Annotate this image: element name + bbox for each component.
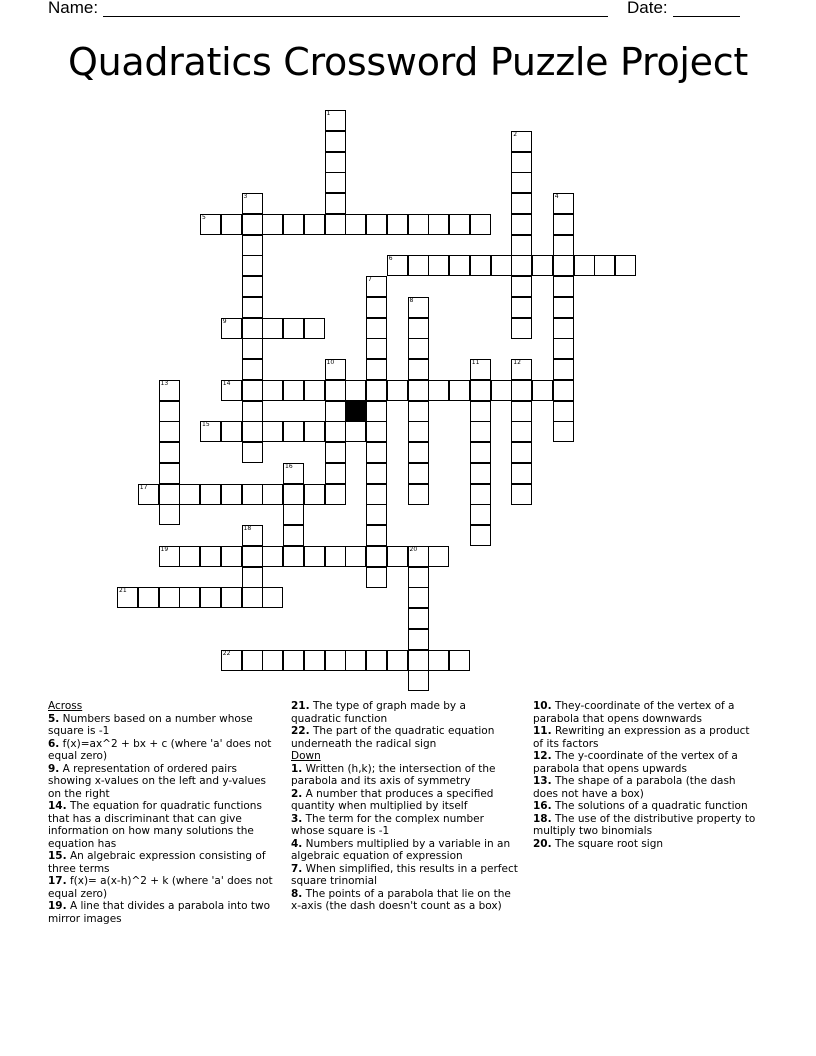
crossword-cell[interactable] xyxy=(408,629,429,650)
crossword-cell[interactable] xyxy=(470,214,491,235)
crossword-cell[interactable] xyxy=(159,463,180,484)
name-label: Name: xyxy=(48,0,99,17)
crossword-cell[interactable] xyxy=(366,214,387,235)
crossword-cell[interactable] xyxy=(325,172,346,193)
clue-across-item xyxy=(291,725,519,750)
crossword-cell[interactable] xyxy=(325,463,346,484)
crossword-cell[interactable] xyxy=(262,380,283,401)
crossword-cell[interactable] xyxy=(449,214,470,235)
crossword-cell[interactable] xyxy=(221,587,242,608)
crossword-cell[interactable] xyxy=(511,235,532,256)
crossword-cell[interactable] xyxy=(366,359,387,380)
clue-number: 17 xyxy=(139,483,148,491)
crossword-cell[interactable] xyxy=(408,546,429,567)
crossword-cell[interactable] xyxy=(283,504,304,525)
clue-column-1 xyxy=(48,700,276,925)
clue-down-item xyxy=(291,838,519,863)
crossword-cell[interactable] xyxy=(408,421,429,442)
crossword-cell[interactable] xyxy=(553,359,574,380)
crossword-cell[interactable] xyxy=(511,131,532,152)
crossword-cell[interactable] xyxy=(428,255,449,276)
clue-section-heading: Across xyxy=(48,700,83,712)
clue-number: 7 xyxy=(368,276,372,283)
crossword-cell[interactable] xyxy=(345,421,366,442)
crossword-cell[interactable] xyxy=(283,421,304,442)
crossword-cell[interactable] xyxy=(325,401,346,422)
crossword-cell[interactable] xyxy=(325,214,346,235)
crossword-cell[interactable] xyxy=(242,401,263,422)
crossword-cell[interactable] xyxy=(366,650,387,671)
crossword-cell[interactable] xyxy=(408,442,429,463)
crossword-cell[interactable] xyxy=(345,214,366,235)
crossword-cell[interactable] xyxy=(179,587,200,608)
crossword-cell[interactable] xyxy=(553,276,574,297)
crossword-cell[interactable] xyxy=(221,546,242,567)
crossword-cell[interactable] xyxy=(242,235,263,256)
crossword-cell[interactable] xyxy=(325,359,346,380)
crossword-cell[interactable] xyxy=(200,484,221,505)
crossword-cell[interactable] xyxy=(242,380,263,401)
crossword-cell[interactable] xyxy=(242,297,263,318)
crossword-cell[interactable] xyxy=(200,587,221,608)
crossword-cell[interactable] xyxy=(408,587,429,608)
crossword-cell[interactable] xyxy=(283,650,304,671)
crossword-cell[interactable] xyxy=(159,421,180,442)
clue-text: The shape of a parabola (the dash does not have a box) xyxy=(533,775,736,800)
clue-down-item xyxy=(533,813,761,838)
crossword-cell[interactable] xyxy=(615,255,636,276)
crossword-cell[interactable] xyxy=(283,214,304,235)
crossword-cell[interactable] xyxy=(325,421,346,442)
clue-text: Written (h,k); the intersection of the parabola and its axis of symmetry xyxy=(291,762,496,787)
clue-text: The use of the distributive property to multiply two binomials xyxy=(533,812,756,837)
crossword-cell[interactable] xyxy=(387,546,408,567)
clue-number: 3 xyxy=(243,193,248,200)
crossword-cell[interactable] xyxy=(283,463,304,484)
crossword-cell[interactable] xyxy=(511,359,532,380)
clue-number-label: 12. xyxy=(533,750,552,762)
clue-down-item xyxy=(533,750,761,775)
crossword-cell[interactable] xyxy=(553,214,574,235)
crossword-cell[interactable] xyxy=(553,318,574,339)
crossword-cell[interactable] xyxy=(532,255,553,276)
crossword-cell[interactable] xyxy=(511,442,532,463)
crossword-cell[interactable] xyxy=(594,255,615,276)
crossword-cell[interactable] xyxy=(283,484,304,505)
crossword-cell[interactable] xyxy=(159,484,180,505)
clue-down-item xyxy=(533,838,761,851)
clue-number-label: 9. xyxy=(48,762,60,775)
page-title: Quadratics Crossword Puzzle Project xyxy=(68,40,748,84)
crossword-cell[interactable] xyxy=(221,650,242,671)
clue-number-label: 7. xyxy=(291,862,303,875)
crossword-cell[interactable] xyxy=(449,255,470,276)
crossword-cell[interactable] xyxy=(511,484,532,505)
crossword-cell[interactable] xyxy=(242,214,263,235)
clue-across-item xyxy=(48,738,276,763)
crossword-cell[interactable] xyxy=(200,421,221,442)
crossword-cell[interactable] xyxy=(242,525,263,546)
crossword-cell[interactable] xyxy=(408,670,429,691)
clue-text: The solutions of a quadratic function xyxy=(551,800,748,812)
clue-number: 2 xyxy=(513,130,518,138)
crossword-cell[interactable] xyxy=(304,380,325,401)
crossword-cell[interactable] xyxy=(511,152,532,173)
crossword-cell[interactable] xyxy=(449,650,470,671)
crossword-cell[interactable] xyxy=(138,484,159,505)
crossword-cell[interactable] xyxy=(262,546,283,567)
clue-text: The square root sign xyxy=(551,837,664,850)
crossword-cell[interactable] xyxy=(366,338,387,359)
crossword-cell[interactable] xyxy=(345,380,366,401)
clue-across-item xyxy=(48,850,276,875)
clue-down-item xyxy=(291,813,519,838)
clue-text: A representation of ordered pairs showing x-values on the left and y-values on the right xyxy=(48,762,267,800)
clue-number-label: 3. xyxy=(291,812,303,825)
crossword-cell[interactable] xyxy=(325,110,346,131)
crossword-cell[interactable] xyxy=(408,255,429,276)
crossword-cell[interactable] xyxy=(491,255,512,276)
crossword-cell[interactable] xyxy=(470,484,491,505)
crossword-cell[interactable] xyxy=(242,546,263,567)
crossword-cell[interactable] xyxy=(283,546,304,567)
crossword-cell[interactable] xyxy=(511,255,532,276)
clue-number-label: 15. xyxy=(48,850,67,862)
clue-number: 22 xyxy=(222,649,231,657)
crossword-cell[interactable] xyxy=(511,421,532,442)
crossword-cell[interactable] xyxy=(325,193,346,214)
crossword-cell[interactable] xyxy=(408,608,429,629)
crossword-cell[interactable] xyxy=(408,214,429,235)
crossword-cell[interactable] xyxy=(511,380,532,401)
crossword-cell[interactable] xyxy=(553,380,574,401)
clue-number: 1 xyxy=(326,110,331,117)
crossword-cell[interactable] xyxy=(179,484,200,505)
clue-down-item xyxy=(291,763,519,788)
crossword-cell[interactable] xyxy=(532,380,553,401)
clue-number-label: 17. xyxy=(48,875,67,887)
clue-number: 11 xyxy=(471,359,480,366)
crossword-cell[interactable] xyxy=(242,421,263,442)
clue-number-label: 19. xyxy=(48,900,67,912)
clue-number-label: 13. xyxy=(533,775,552,787)
clue-text: Rewriting an expression as a product of its factors xyxy=(533,725,750,750)
clue-across-item xyxy=(48,763,276,801)
crossword-cell[interactable] xyxy=(262,318,283,339)
clue-column-3 xyxy=(533,700,761,850)
crossword-cell[interactable] xyxy=(159,587,180,608)
crossword-cell[interactable] xyxy=(325,484,346,505)
crossword-cell[interactable] xyxy=(366,318,387,339)
clue-number: 14 xyxy=(222,379,231,387)
clue-text: A line that divides a parabola into two mirror images xyxy=(48,900,271,925)
crossword-cell[interactable] xyxy=(511,172,532,193)
crossword-cell[interactable] xyxy=(408,338,429,359)
crossword-cell[interactable] xyxy=(470,359,491,380)
crossword-cell[interactable] xyxy=(283,525,304,546)
crossword-cell[interactable] xyxy=(325,546,346,567)
clue-number: 6 xyxy=(388,255,393,263)
crossword-cell[interactable] xyxy=(470,380,491,401)
clue-number-label: 4. xyxy=(291,837,303,850)
crossword-cell[interactable] xyxy=(366,546,387,567)
clue-text: The equation for quadratic functions that has a discriminant that can give information on how many solutions the equation has xyxy=(48,800,262,850)
clue-across-item xyxy=(48,900,276,925)
crossword-cell[interactable] xyxy=(408,484,429,505)
crossword-cell[interactable] xyxy=(366,401,387,422)
crossword-cell[interactable] xyxy=(366,442,387,463)
clue-number: 21 xyxy=(119,587,127,595)
clue-down-item xyxy=(533,800,761,813)
clue-text: The type of graph made by a quadratic function xyxy=(291,700,466,725)
crossword-cell[interactable] xyxy=(242,338,263,359)
crossword-cell[interactable] xyxy=(470,525,491,546)
crossword-cell[interactable] xyxy=(408,380,429,401)
crossword-cell[interactable] xyxy=(408,463,429,484)
crossword-cell[interactable] xyxy=(408,297,429,318)
crossword-cell[interactable] xyxy=(179,546,200,567)
clue-text: Numbers based on a number whose square is -1 xyxy=(48,712,253,737)
crossword-cell[interactable] xyxy=(221,318,242,339)
crossword-cell[interactable] xyxy=(470,401,491,422)
clue-number-label: 21. xyxy=(291,700,310,712)
crossword-cell[interactable] xyxy=(428,214,449,235)
crossword-cell[interactable] xyxy=(491,380,512,401)
crossword-cell[interactable] xyxy=(242,318,263,339)
clue-number: 4 xyxy=(554,193,559,200)
clue-down-item xyxy=(533,700,761,725)
crossword-cell[interactable] xyxy=(117,587,138,608)
clue-across-item xyxy=(291,700,519,725)
crossword-cell[interactable] xyxy=(553,193,574,214)
clue-across-item xyxy=(48,713,276,738)
crossword-cell[interactable] xyxy=(449,380,470,401)
crossword-cell[interactable] xyxy=(221,421,242,442)
crossword-cell[interactable] xyxy=(366,297,387,318)
clue-text: The part of the quadratic equation underneath the radical sign xyxy=(291,725,495,750)
crossword-cell[interactable] xyxy=(304,318,325,339)
clue-number: 8 xyxy=(409,296,414,304)
clue-number: 5 xyxy=(202,213,206,221)
crossword-cell[interactable] xyxy=(221,484,242,505)
clue-text: f(x)= a(x-h)^2 + k (where 'a' does not equal zero) xyxy=(48,875,273,900)
clue-text: Numbers multiplied by a variable in an algebraic equation of expression xyxy=(291,837,511,862)
crossword-cell[interactable] xyxy=(428,650,449,671)
clue-down-item xyxy=(291,888,519,913)
crossword-cell[interactable] xyxy=(242,255,263,276)
crossword-cell[interactable] xyxy=(366,421,387,442)
clue-text: The term for the complex number whose square is -1 xyxy=(291,812,484,837)
crossword-cell[interactable] xyxy=(428,380,449,401)
clue-number: 18 xyxy=(243,525,252,532)
clue-number: 9 xyxy=(222,317,227,325)
crossword-cell[interactable] xyxy=(511,276,532,297)
crossword-cell[interactable] xyxy=(325,380,346,401)
crossword-cell[interactable] xyxy=(325,152,346,173)
clue-down-item xyxy=(533,775,761,800)
crossword-cell[interactable] xyxy=(262,421,283,442)
clue-number: 20 xyxy=(409,545,418,553)
crossword-cell[interactable] xyxy=(470,421,491,442)
clue-number-label: 18. xyxy=(533,812,552,825)
clue-number: 19 xyxy=(160,545,169,553)
crossword-cell[interactable] xyxy=(345,650,366,671)
clue-text: The points of a parabola that lie on the x-axis (the dash doesn't count as a box) xyxy=(291,887,511,912)
clue-number-label: 14. xyxy=(48,800,67,812)
crossword-cell[interactable] xyxy=(242,193,263,214)
crossword-cell[interactable] xyxy=(304,546,325,567)
crossword-cell[interactable] xyxy=(200,546,221,567)
clue-down-item xyxy=(533,725,761,750)
crossword-cell[interactable] xyxy=(242,650,263,671)
crossword-cell[interactable] xyxy=(366,567,387,588)
crossword-cell[interactable] xyxy=(470,463,491,484)
crossword-cell[interactable] xyxy=(511,297,532,318)
crossword-cell[interactable] xyxy=(242,484,263,505)
crossword-cell[interactable] xyxy=(304,214,325,235)
crossword-cell[interactable] xyxy=(242,359,263,380)
crossword-cell[interactable] xyxy=(242,587,263,608)
crossword-cell[interactable] xyxy=(283,318,304,339)
crossword-cell[interactable] xyxy=(242,276,263,297)
clue-number-label: 11. xyxy=(533,725,552,737)
crossword-cell[interactable] xyxy=(221,214,242,235)
clue-number-label: 20. xyxy=(533,837,552,850)
crossword-cell[interactable] xyxy=(159,546,180,567)
crossword-cell[interactable] xyxy=(345,546,366,567)
clue-text: A number that produces a specified quantity when multiplied by itself xyxy=(291,787,494,812)
crossword-cell[interactable] xyxy=(408,318,429,339)
crossword-cell[interactable] xyxy=(221,380,242,401)
crossword-cell[interactable] xyxy=(366,525,387,546)
crossword-cell[interactable] xyxy=(262,650,283,671)
crossword-cell[interactable] xyxy=(159,504,180,525)
clue-text: When simplified, this results in a perfect square trinomial xyxy=(291,862,518,887)
clue-text: An algebraic expression consisting of three terms xyxy=(48,850,266,875)
crossword-cell[interactable] xyxy=(408,359,429,380)
crossword-cell[interactable] xyxy=(304,421,325,442)
clue-number-label: 10. xyxy=(533,700,552,712)
clue-down-item xyxy=(291,788,519,813)
crossword-cell[interactable] xyxy=(574,255,595,276)
clue-column-2 xyxy=(291,700,519,913)
clue-number-label: 8. xyxy=(291,887,303,900)
crossword-cell[interactable] xyxy=(553,421,574,442)
crossword-cell[interactable] xyxy=(242,442,263,463)
crossword-cell[interactable] xyxy=(387,214,408,235)
crossword-cell[interactable] xyxy=(553,401,574,422)
crossword-cell[interactable] xyxy=(366,484,387,505)
clue-section-heading: Down xyxy=(291,750,321,762)
clue-number: 16 xyxy=(285,462,293,470)
crossword-cell[interactable] xyxy=(408,567,429,588)
crossword-cell[interactable] xyxy=(262,484,283,505)
crossword-cell[interactable] xyxy=(408,401,429,422)
crossword-cell[interactable] xyxy=(408,650,429,671)
crossword-cell[interactable] xyxy=(511,214,532,235)
crossword-cell[interactable] xyxy=(304,650,325,671)
clue-number-label: 1. xyxy=(291,762,303,775)
clue-across-item xyxy=(48,800,276,850)
crossword-cell[interactable] xyxy=(470,504,491,525)
crossword-cell[interactable] xyxy=(325,650,346,671)
crossword-cell[interactable] xyxy=(553,338,574,359)
crossword-cell[interactable] xyxy=(159,442,180,463)
clue-number-label: 6. xyxy=(48,737,60,750)
crossword-cell[interactable] xyxy=(283,380,304,401)
crossword-black-square xyxy=(345,401,366,422)
clue-text: They-coordinate of the vertex of a parabola that opens downwards xyxy=(533,700,735,725)
crossword-cell[interactable] xyxy=(511,463,532,484)
crossword-cell[interactable] xyxy=(470,255,491,276)
clue-number-label: 22. xyxy=(291,725,310,737)
crossword-cell[interactable] xyxy=(366,504,387,525)
clue-text: The y-coordinate of the vertex of a parabola that opens upwards xyxy=(533,750,738,775)
crossword-cell[interactable] xyxy=(200,214,221,235)
crossword-cell[interactable] xyxy=(366,276,387,297)
crossword-cell[interactable] xyxy=(366,380,387,401)
crossword-cell[interactable] xyxy=(387,650,408,671)
clue-number: 12 xyxy=(513,359,521,366)
crossword-cell[interactable] xyxy=(159,380,180,401)
crossword-cell[interactable] xyxy=(387,255,408,276)
clue-number-label: 2. xyxy=(291,787,303,800)
clue-number-label: 5. xyxy=(48,712,60,725)
clue-number: 10 xyxy=(326,359,335,366)
clue-text: f(x)=ax^2 + bx + c (where 'a' does not equal zero) xyxy=(48,737,272,762)
crossword-cell[interactable] xyxy=(366,463,387,484)
crossword-cell[interactable] xyxy=(553,235,574,256)
crossword-cell[interactable] xyxy=(553,255,574,276)
clue-number: 15 xyxy=(202,421,210,429)
crossword-cell[interactable] xyxy=(553,297,574,318)
date-label: Date: xyxy=(627,0,668,17)
crossword-cell[interactable] xyxy=(470,442,491,463)
crossword-cell[interactable] xyxy=(428,546,449,567)
crossword-cell[interactable] xyxy=(159,401,180,422)
crossword-cell[interactable] xyxy=(325,131,346,152)
crossword-cell[interactable] xyxy=(325,442,346,463)
clue-across-item xyxy=(48,875,276,900)
crossword-cell[interactable] xyxy=(304,484,325,505)
clue-down-item xyxy=(291,863,519,888)
crossword-cell[interactable] xyxy=(262,214,283,235)
crossword-cell[interactable] xyxy=(511,318,532,339)
crossword-cell[interactable] xyxy=(262,587,283,608)
clue-number-label: 16. xyxy=(533,800,552,812)
crossword-cell[interactable] xyxy=(242,567,263,588)
clue-number: 13 xyxy=(160,379,169,387)
crossword-cell[interactable] xyxy=(511,193,532,214)
crossword-cell[interactable] xyxy=(138,587,159,608)
crossword-cell[interactable] xyxy=(511,401,532,422)
crossword-cell[interactable] xyxy=(387,380,408,401)
